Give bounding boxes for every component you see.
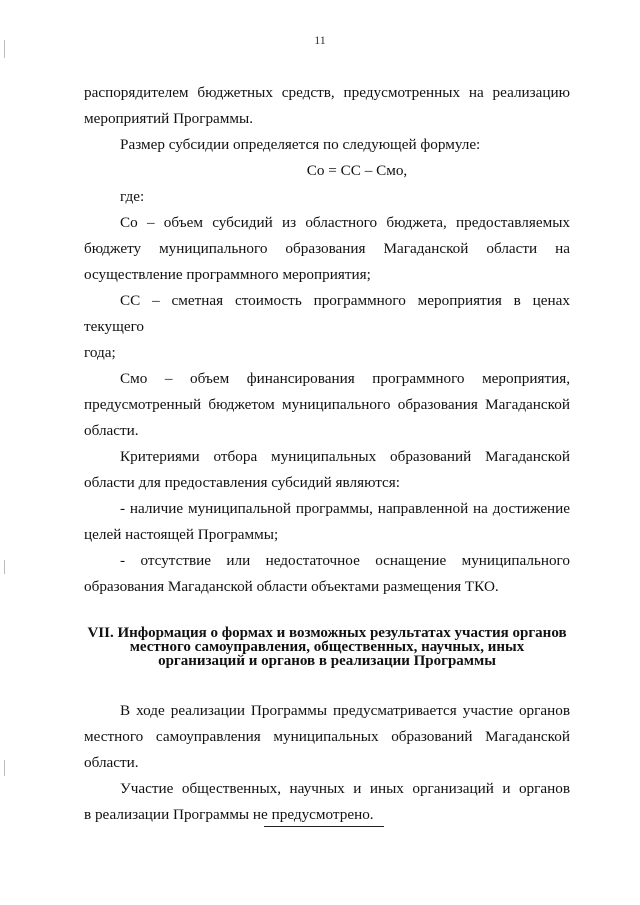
list-item-line: - наличие муниципальной программы, направленной на достижение [120,500,570,517]
list-item-line: целей настоящей Программы; [84,526,279,543]
paragraph-line: области. [84,754,139,771]
scan-margin-mark [4,560,5,574]
paragraph-line: Участие общественных, научных и иных организаций и органов [120,780,570,797]
paragraph-line: области. [84,422,139,439]
section-heading [84,626,570,668]
paragraph-line: области для предоставления субсидий являются: [84,474,400,491]
end-of-text-rule [264,826,384,827]
paragraph-line: СС – сметная стоимость программного мероприятия в ценах текущего [84,292,570,335]
paragraph-line: Смо – объем финансирования программного мероприятия, [120,370,570,387]
list-item-line: образования Магаданской области объектами размещения ТКО. [84,578,499,595]
spacer [84,668,570,698]
paragraph-line: в реализации Программы не предусмотрено. [84,806,374,823]
list-item-line: - отсутствие или недостаточное оснащение муниципального [120,552,570,569]
scan-margin-mark [4,40,5,58]
paragraph-line: где: [120,188,145,205]
paragraph-line: осуществление программного мероприятия; [84,266,371,283]
paragraph-line: распорядителем бюджетных средств, предусмотренных на реализацию [84,84,570,101]
paragraph-line: Со – объем субсидий из областного бюджета, предоставляемых [120,214,570,231]
paragraph-line: мероприятий Программы. [84,110,254,127]
paragraph-line: местного самоуправления муниципальных образований Магаданской [84,728,570,745]
paragraph-line: предусмотренный бюджетом муниципального образования Магаданской [84,396,570,413]
paragraph-line: В ходе реализации Программы предусматривается участие органов [120,702,570,719]
document-body [84,80,570,828]
page-number: 11 [314,33,326,47]
paragraph-line: Размер субсидии определяется по следующей формуле: [120,136,481,153]
paragraph-line: года; [84,344,116,361]
formula: Со = СС – Смо, [306,162,408,179]
section-heading-line: организаций и органов в реализации Программы [158,653,496,669]
section-heading-line: VII. Информация о формах и возможных результатах участия органов [87,625,567,641]
section-heading-line: местного самоуправления, общественных, научных, иных [129,639,525,655]
paragraph-line: бюджету муниципального образования Магаданской области на [84,240,570,257]
scan-margin-mark [4,760,5,776]
paragraph-line: Критериями отбора муниципальных образований Магаданской [120,448,570,465]
